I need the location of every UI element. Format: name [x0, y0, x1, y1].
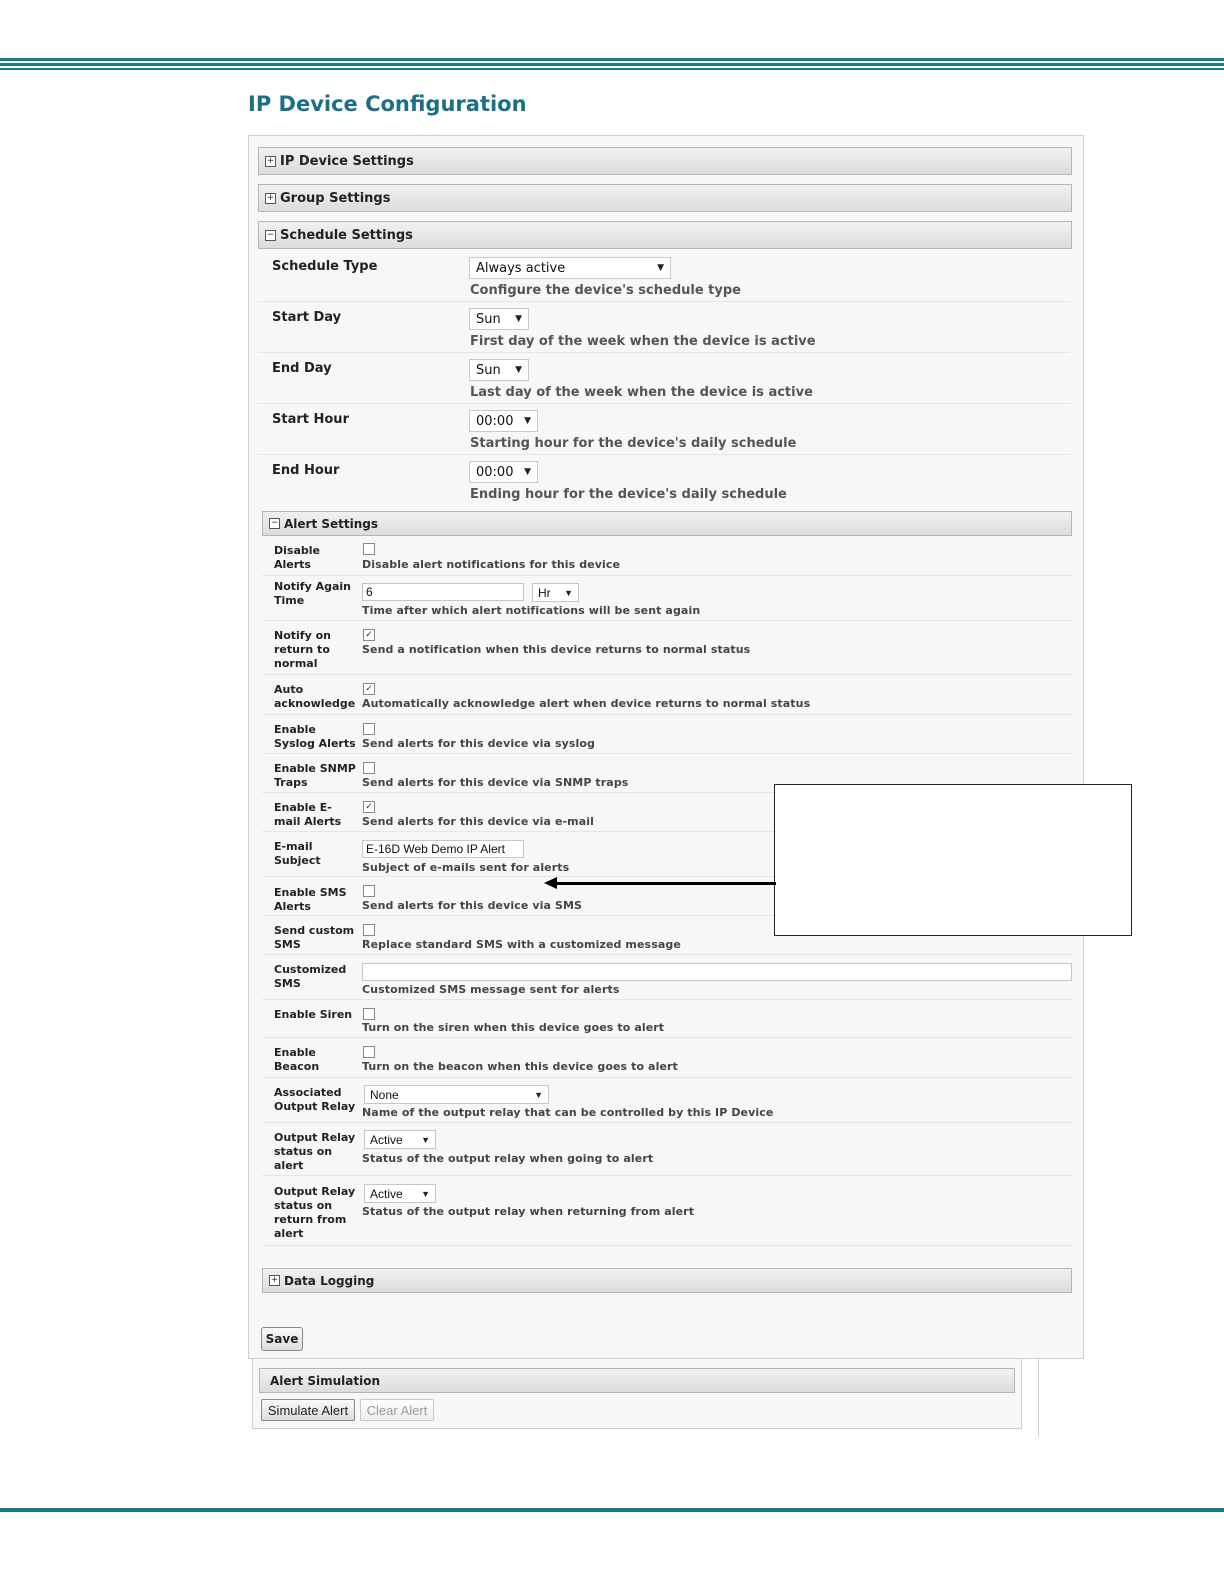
section-alert-settings[interactable] [262, 511, 1072, 536]
field-description: Status of the output relay when returning from alert [362, 1205, 695, 1218]
expand-icon: + [266, 192, 275, 203]
start-hour-select[interactable] [469, 410, 538, 432]
field-description: Last day of the week when the device is active [470, 385, 813, 400]
field-description: Send alerts for this device via SMS [362, 899, 583, 912]
dropdown-arrow-icon: ▼ [421, 1134, 430, 1145]
start-day-select[interactable] [469, 308, 529, 330]
section-data-logging[interactable] [262, 1268, 1072, 1293]
dropdown-arrow-icon: ▼ [515, 365, 522, 375]
field-description: First day of the week when the device is active [470, 334, 816, 349]
field-description: Disable alert notifications for this device [362, 558, 621, 571]
arrow-head-icon [544, 877, 557, 889]
siren-row [262, 1000, 1072, 1038]
field-label: End Day [272, 361, 332, 376]
relay-on-alert-select[interactable] [364, 1130, 436, 1149]
output-relay-select[interactable] [364, 1085, 549, 1104]
notify-again-row [262, 576, 1072, 621]
section-label: Schedule Settings [280, 227, 413, 243]
field-description: Turn on the siren when this device goes to alert [362, 1021, 665, 1034]
relay-on-return-row [262, 1176, 1072, 1246]
start-hour-row [258, 404, 1070, 455]
section-schedule-settings[interactable] [258, 221, 1072, 249]
field-label: Customized SMS [274, 963, 347, 990]
callout-box [774, 784, 1132, 936]
email-subject-input[interactable]: E-16D Web Demo IP Alert [362, 840, 524, 858]
field-label: Schedule Type [272, 259, 378, 274]
dropdown-arrow-icon: ▼ [524, 467, 531, 477]
auto-ack-row [262, 675, 1072, 715]
field-description: Send a notification when this device returns to normal status [362, 643, 751, 656]
field-label: Enable Siren [274, 1008, 353, 1021]
select-value: Always active [476, 260, 566, 276]
section-label: IP Device Settings [280, 153, 414, 169]
dropdown-arrow-icon: ▼ [657, 263, 664, 273]
simulate-alert-button[interactable]: Simulate Alert [261, 1399, 355, 1421]
notify-return-row [262, 621, 1072, 675]
dropdown-arrow-icon: ▼ [421, 1188, 430, 1199]
disable-alerts-row [262, 540, 1072, 576]
syslog-checkbox[interactable] [363, 723, 375, 735]
page-title: IP Device Configuration [248, 92, 527, 116]
disable-alerts-checkbox[interactable] [363, 543, 375, 555]
dropdown-arrow-icon: ▼ [534, 1089, 543, 1100]
section-label: Group Settings [280, 190, 391, 206]
collapse-icon: − [266, 229, 275, 240]
customized-sms-input[interactable] [362, 963, 1072, 981]
field-description: Name of the output relay that can be controlled by this IP Device [362, 1106, 774, 1119]
footer-rule [0, 1508, 1224, 1512]
notify-again-input[interactable]: 6 [362, 583, 524, 601]
end-day-row [258, 353, 1070, 404]
customized-sms-row [262, 955, 1072, 1000]
expand-icon: + [266, 155, 275, 166]
relay-on-alert-row [262, 1123, 1072, 1176]
dropdown-arrow-icon: ▼ [515, 314, 522, 324]
select-value: None [370, 1087, 399, 1102]
dropdown-arrow-icon: ▼ [564, 587, 573, 598]
notify-return-checkbox[interactable]: ✓ [363, 629, 375, 641]
field-label: Disable Alerts [274, 544, 320, 571]
field-label: E-mail Subject [274, 840, 321, 867]
callout-arrow [556, 882, 776, 885]
schedule-type-row [258, 251, 1070, 302]
field-label: Enable Beacon [274, 1046, 320, 1073]
save-button[interactable]: Save [261, 1327, 303, 1351]
section-group-settings[interactable] [258, 184, 1072, 212]
field-description: Automatically acknowledge alert when device returns to normal status [362, 697, 811, 710]
section-ip-device-settings[interactable] [258, 147, 1072, 175]
select-value: Active [370, 1132, 403, 1147]
expand-icon: + [270, 1275, 279, 1285]
snmp-checkbox[interactable] [363, 762, 375, 774]
field-description: Turn on the beacon when this device goes to alert [362, 1060, 678, 1073]
syslog-row [262, 715, 1072, 754]
schedule-type-select[interactable] [469, 257, 671, 279]
end-day-select[interactable] [469, 359, 529, 381]
sms-checkbox[interactable] [363, 885, 375, 897]
field-description: Ending hour for the device's daily schedule [470, 487, 787, 502]
dropdown-arrow-icon: ▼ [524, 416, 531, 426]
field-description: Time after which alert notifications will be sent again [362, 604, 701, 617]
select-value: Active [370, 1186, 403, 1201]
select-value: Sun [476, 311, 501, 327]
field-label: Auto acknowledge [274, 683, 356, 710]
field-description: Customized SMS message sent for alerts [362, 983, 620, 996]
section-alert-simulation [259, 1368, 1015, 1393]
header-rule [0, 58, 1224, 70]
select-value: 00:00 [476, 464, 514, 480]
field-description: Send alerts for this device via syslog [362, 737, 596, 750]
collapse-icon: − [270, 518, 279, 528]
siren-checkbox[interactable] [363, 1008, 375, 1020]
field-label: Start Hour [272, 412, 349, 427]
email-checkbox[interactable]: ✓ [363, 801, 375, 813]
section-label: Alert Settings [284, 516, 379, 531]
clear-alert-button[interactable]: Clear Alert [360, 1399, 434, 1421]
beacon-row [262, 1038, 1072, 1078]
field-label: Send custom SMS [274, 924, 355, 951]
section-label: Data Logging [284, 1273, 375, 1288]
field-label: Enable Syslog Alerts [274, 723, 356, 750]
field-label: Enable SNMP Traps [274, 762, 356, 789]
field-label: Enable E-mail Alerts [274, 801, 342, 828]
field-description: Starting hour for the device's daily schedule [470, 436, 797, 451]
field-label: Associated Output Relay [274, 1086, 356, 1113]
end-hour-select[interactable] [469, 461, 538, 483]
custom-sms-checkbox[interactable] [363, 924, 375, 936]
select-value: Hr [538, 585, 551, 600]
field-description: Send alerts for this device via SNMP traps [362, 776, 629, 789]
field-label: Output Relay status on alert [274, 1131, 356, 1172]
field-label: End Hour [272, 463, 340, 478]
output-relay-row [262, 1078, 1072, 1123]
field-description: Subject of e-mails sent for alerts [362, 861, 570, 874]
field-description: Replace standard SMS with a customized message [362, 938, 681, 951]
field-description: Configure the device's schedule type [470, 283, 741, 298]
start-day-row [258, 302, 1070, 353]
field-description: Status of the output relay when going to alert [362, 1152, 654, 1165]
beacon-checkbox[interactable] [363, 1046, 375, 1058]
field-label: Output Relay status on return from alert [274, 1185, 356, 1240]
select-value: Sun [476, 362, 501, 378]
section-label: Alert Simulation [270, 1373, 381, 1388]
field-label: Notify Again Time [274, 580, 351, 607]
field-description: Send alerts for this device via e-mail [362, 815, 594, 828]
field-label: Enable SMS Alerts [274, 886, 347, 913]
notify-again-unit-select[interactable] [532, 583, 579, 602]
field-label: Start Day [272, 310, 342, 325]
select-value: 00:00 [476, 413, 514, 429]
auto-ack-checkbox[interactable]: ✓ [363, 683, 375, 695]
relay-on-return-select[interactable] [364, 1184, 436, 1203]
end-hour-row [258, 455, 1070, 506]
field-label: Notify on return to normal [274, 629, 331, 670]
divider [1038, 1359, 1039, 1437]
